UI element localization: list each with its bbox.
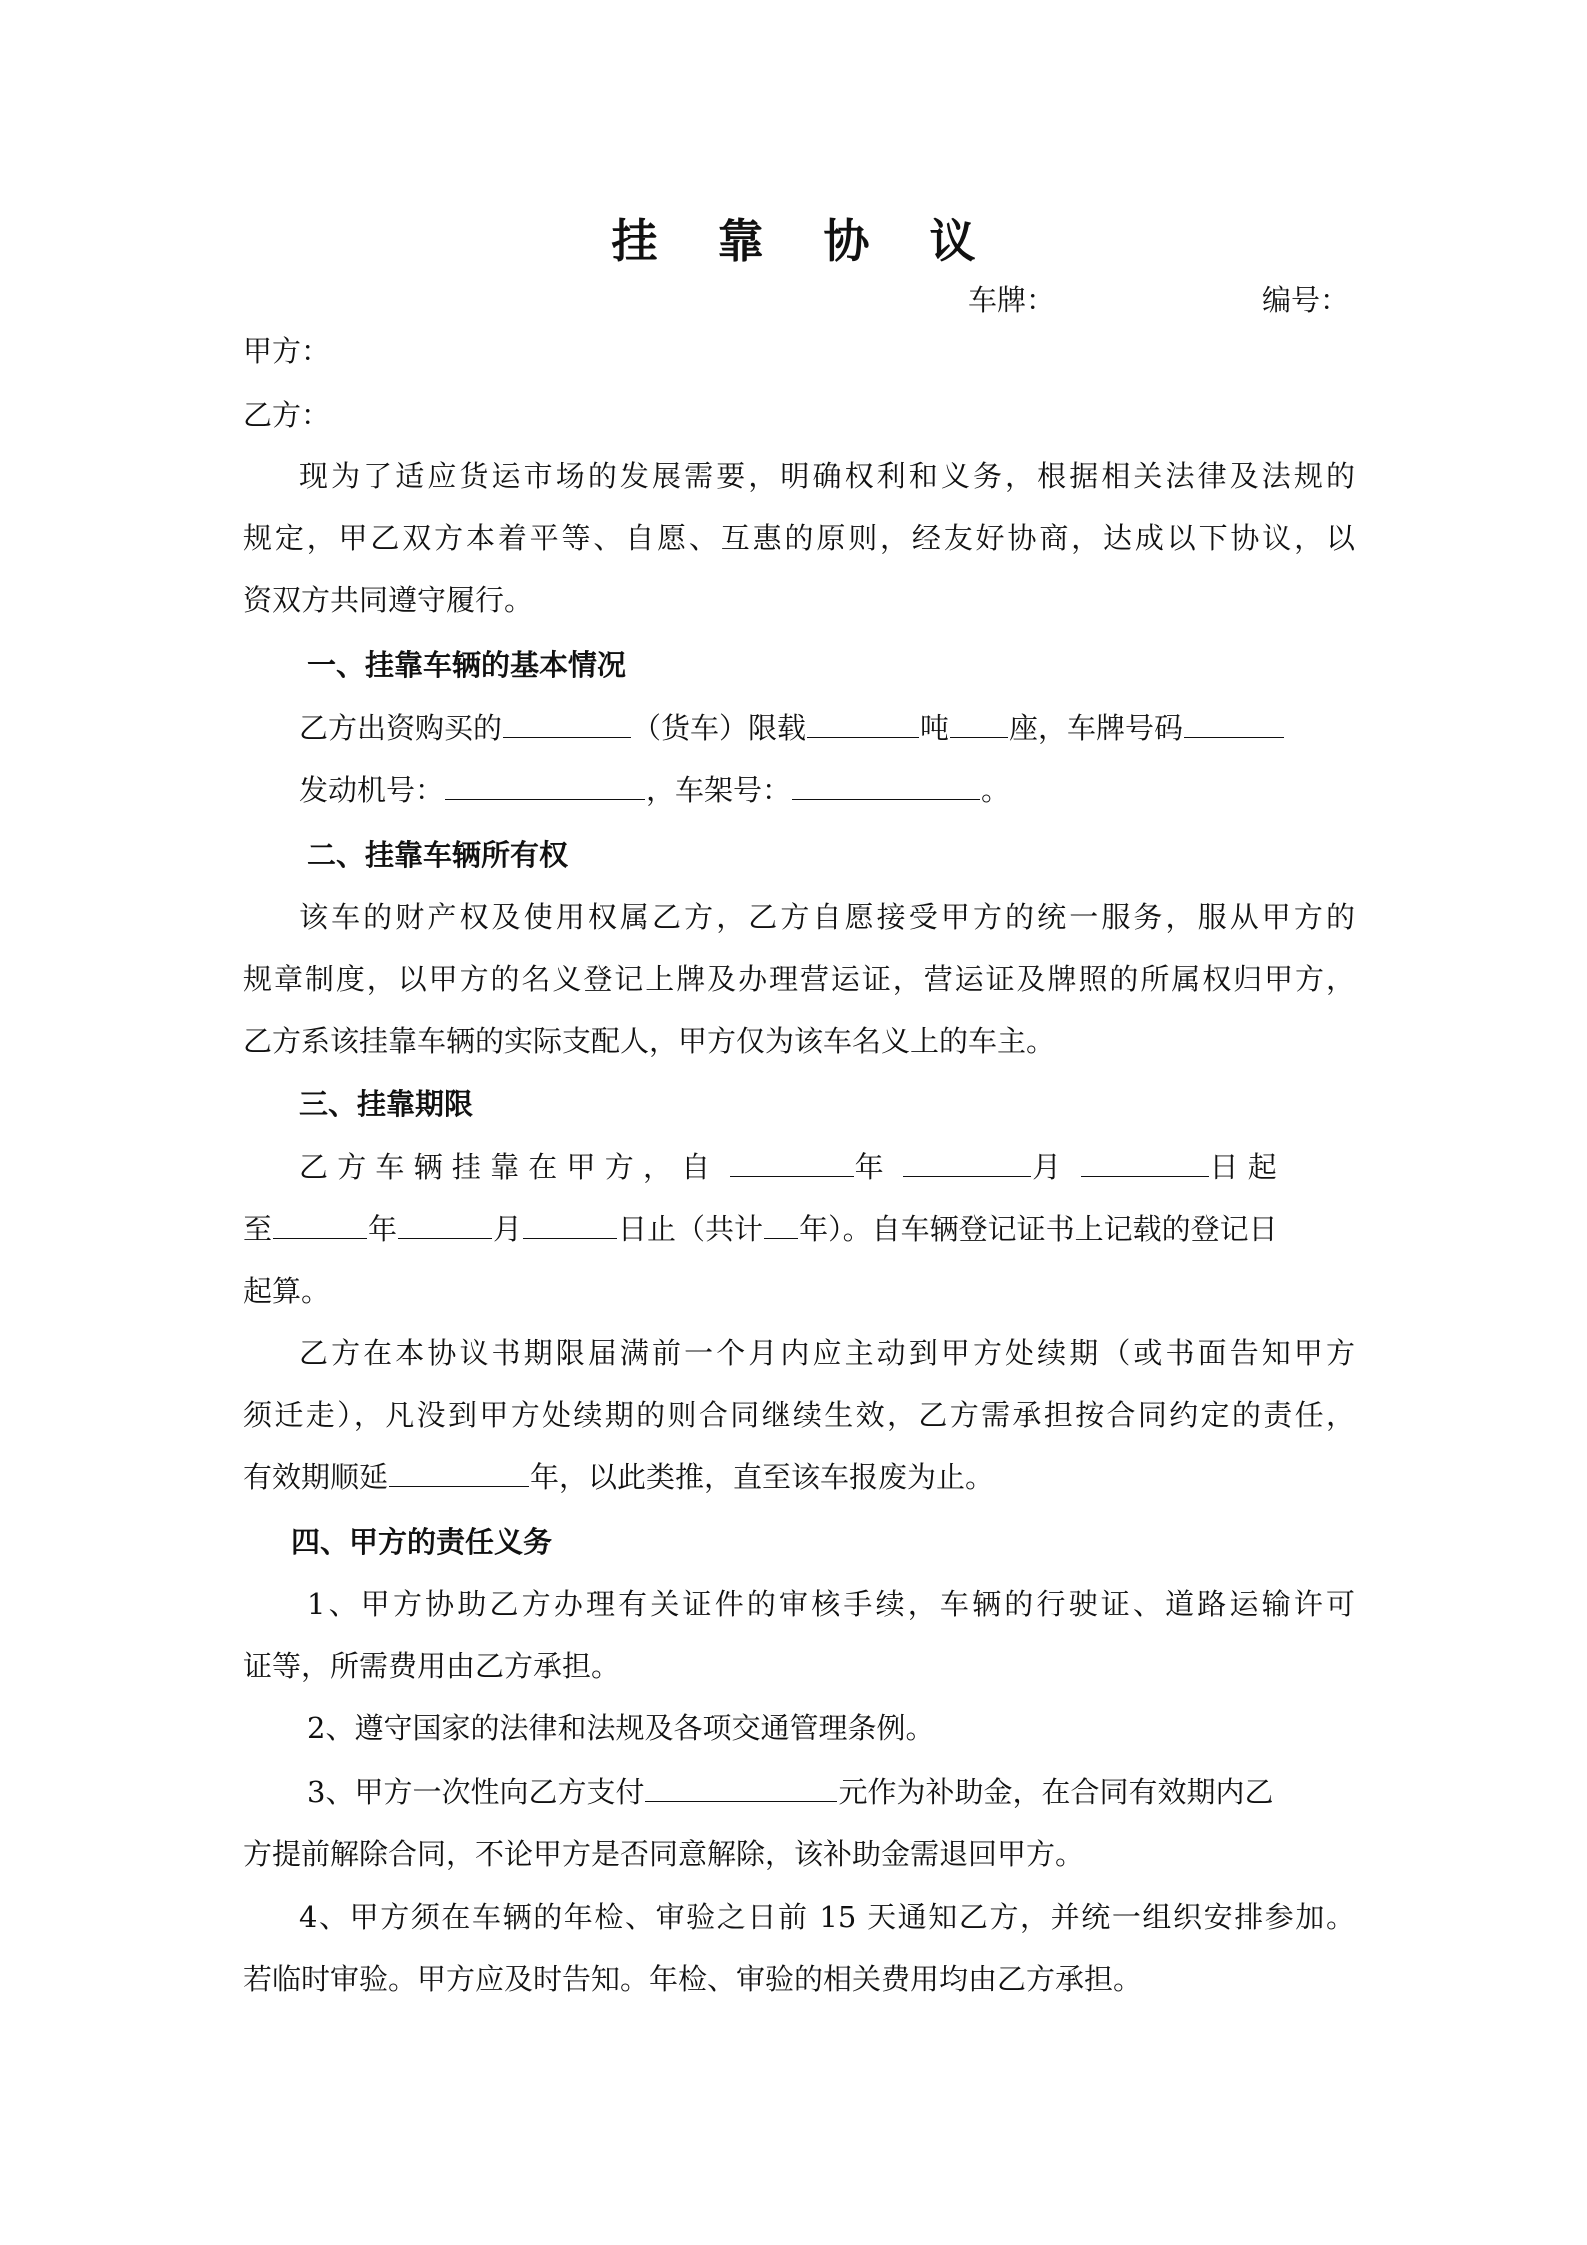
section-2-line-3: 乙方系该挂靠车辆的实际支配人，甲方仅为该车名义上的车主。 bbox=[243, 1024, 1056, 1058]
section-4-item-1-line-2: 证等，所需费用由乙方承担。 bbox=[243, 1649, 621, 1683]
text-segment: 有效期顺延 bbox=[243, 1460, 389, 1494]
section-3-heading: 三、挂靠期限 bbox=[299, 1087, 474, 1121]
section-3-line-1 bbox=[299, 1147, 1277, 1187]
section-2-line-1: 该车的财产权及使用权属乙方，乙方自愿接受甲方的统一服务，服从甲方的 bbox=[299, 900, 1355, 934]
section-4-item-4-line-2: 若临时审验。甲方应及时告知。年检、审验的相关费用均由乙方承担。 bbox=[243, 1962, 1143, 1996]
section-3-para-2-line-3 bbox=[243, 1457, 994, 1497]
text-segment: 月 bbox=[493, 1212, 523, 1246]
section-1-line-2 bbox=[299, 770, 1010, 810]
frame-number-blank[interactable] bbox=[792, 771, 980, 800]
section-4-item-1-line-1: 1、甲方协助乙方办理有关证件的审核手续，车辆的行驶证、道路运输许可 bbox=[307, 1587, 1355, 1621]
end-month-blank[interactable] bbox=[398, 1210, 492, 1239]
section-3-line-3: 起算。 bbox=[243, 1274, 331, 1308]
end-year-blank[interactable] bbox=[273, 1210, 367, 1239]
section-4-item-3-line-1 bbox=[307, 1772, 1273, 1812]
engine-number-blank[interactable] bbox=[445, 771, 645, 800]
text-segment: 至 bbox=[243, 1212, 273, 1246]
section-4-item-2: 2、遵守国家的法律和法规及各项交通管理条例。 bbox=[307, 1711, 935, 1745]
plate-label: 车牌： bbox=[968, 283, 1056, 317]
preamble-line-2: 规定，甲乙双方本着平等、自愿、互惠的原则，经友好协商，达成以下协议，以 bbox=[243, 521, 1355, 555]
text-segment: （货车）限载 bbox=[632, 711, 807, 745]
text-segment: 元作为补助金，在合同有效期内乙 bbox=[838, 1775, 1274, 1809]
plate-number-blank[interactable] bbox=[1184, 709, 1284, 738]
text-segment: 乙方出资购买的 bbox=[299, 711, 503, 745]
text-segment: 座，车牌号码 bbox=[1009, 711, 1184, 745]
section-1-line-1 bbox=[299, 708, 1285, 748]
text-segment: 。 bbox=[981, 773, 1011, 807]
seats-blank[interactable] bbox=[950, 709, 1008, 738]
start-day-blank[interactable] bbox=[1081, 1148, 1209, 1177]
total-years-blank[interactable] bbox=[764, 1210, 798, 1239]
party-a-label: 甲方： bbox=[243, 334, 331, 368]
extension-years-blank[interactable] bbox=[389, 1458, 529, 1487]
party-b-label: 乙方： bbox=[243, 398, 331, 432]
section-3-line-2 bbox=[243, 1209, 1278, 1249]
document-title: 挂 靠 协 议 bbox=[611, 214, 998, 268]
tonnage-blank[interactable] bbox=[807, 709, 919, 738]
text-segment: 年 bbox=[368, 1212, 398, 1246]
text-segment: 3、甲方一次性向乙方支付 bbox=[307, 1775, 645, 1809]
end-day-blank[interactable] bbox=[523, 1210, 617, 1239]
preamble-line-1: 现为了适应货运市场的发展需要，明确权利和义务，根据相关法律及法规的 bbox=[299, 459, 1355, 493]
text-segment: 乙 方 车 辆 挂 靠 在 甲 方 ， 自 bbox=[299, 1150, 711, 1184]
section-2-line-2: 规章制度，以甲方的名义登记上牌及办理营运证，营运证及牌照的所属权归甲方， bbox=[243, 962, 1355, 996]
subsidy-amount-blank[interactable] bbox=[645, 1773, 837, 1802]
section-4-heading: 四、甲方的责任义务 bbox=[291, 1525, 553, 1559]
text-segment: 日止（共计 bbox=[618, 1212, 764, 1246]
section-3-para-2-line-2: 须迁走），凡没到甲方处续期的则合同继续生效，乙方需承担按合同约定的责任， bbox=[243, 1398, 1355, 1432]
section-2-heading: 二、挂靠车辆所有权 bbox=[307, 838, 569, 872]
text-segment: 发动机号： bbox=[299, 773, 445, 807]
section-1-heading: 一、挂靠车辆的基本情况 bbox=[307, 648, 627, 682]
text-segment: ，车架号： bbox=[646, 773, 792, 807]
text-segment: 年，以此类推，直至该车报废为止。 bbox=[530, 1460, 995, 1494]
text-segment: 年）。自车辆登记证书上记载的登记日 bbox=[799, 1212, 1278, 1246]
start-year-blank[interactable] bbox=[730, 1148, 854, 1177]
text-segment: 年 bbox=[854, 1150, 884, 1184]
vehicle-model-blank[interactable] bbox=[503, 709, 631, 738]
section-3-para-2-line-1: 乙方在本协议书期限届满前一个月内应主动到甲方处续期（或书面告知甲方 bbox=[299, 1336, 1355, 1370]
section-4-item-3-line-2: 方提前解除合同，不论甲方是否同意解除，该补助金需退回甲方。 bbox=[243, 1837, 1085, 1871]
section-4-item-4-line-1: 4、甲方须在车辆的年检、审验之日前 15 天通知乙方，并统一组织安排参加。 bbox=[299, 1900, 1355, 1934]
number-label: 编号： bbox=[1262, 283, 1350, 317]
text-segment: 吨 bbox=[920, 711, 950, 745]
start-month-blank[interactable] bbox=[903, 1148, 1031, 1177]
preamble-line-3: 资双方共同遵守履行。 bbox=[243, 583, 534, 617]
text-segment: 日 起 bbox=[1209, 1150, 1277, 1184]
text-segment: 月 bbox=[1032, 1150, 1062, 1184]
